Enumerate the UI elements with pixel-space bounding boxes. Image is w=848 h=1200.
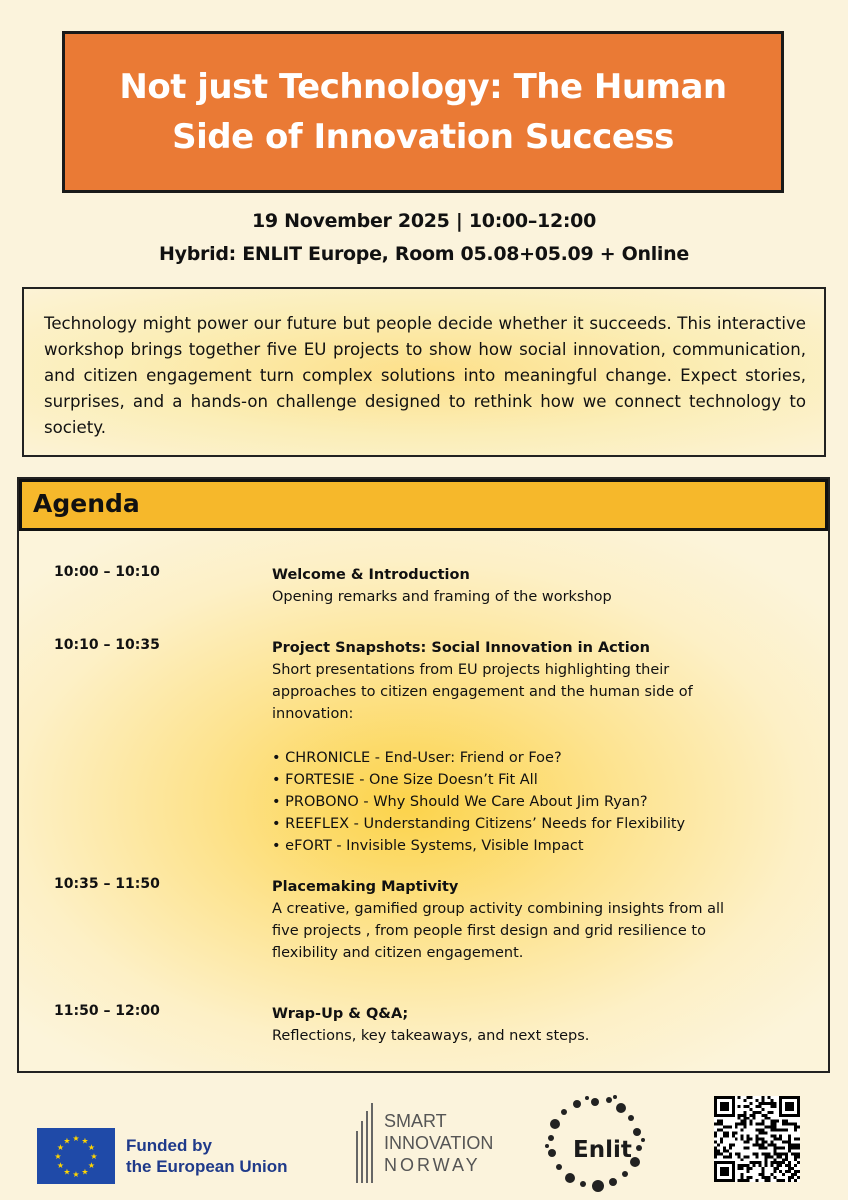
svg-text:★: ★ <box>90 1152 98 1161</box>
enlit-wordmark: Enlit <box>573 1137 632 1163</box>
sin-logo-text: SMART INNOVATION NORWAY <box>384 1111 494 1175</box>
svg-text:★: ★ <box>87 1143 96 1152</box>
eu-flag-icon <box>37 1128 115 1184</box>
svg-text:★: ★ <box>81 1167 89 1177</box>
smart-innovation-norway-logo <box>354 1103 493 1183</box>
qr-code-icon[interactable] <box>714 1096 800 1182</box>
svg-text:★: ★ <box>87 1161 96 1170</box>
svg-text:★: ★ <box>63 1167 71 1177</box>
project-list <box>272 747 812 857</box>
agenda-item-line: approaches to citizen engagement and the human side of <box>272 684 693 700</box>
description-text: Technology might power our future but people decide whether it succeeds. This interactive workshop brings together five EU projects to show how social innovation, communication, and citizen engagement turn complex solutions into meaningful change. Expect stories, surprises, and a hands-on challenge designed to rethink how we connect technology to society. <box>44 314 806 437</box>
agenda-item-line: A creative, gamified group activity combining insights from all <box>272 901 725 917</box>
sin-bars-icon <box>354 1103 378 1183</box>
project-bullet: • REEFLEX - Understanding Citizens’ Needs for Flexibility <box>272 816 686 832</box>
eu-funding-text: Funded by the European Union <box>126 1136 288 1176</box>
agenda-item-title: Project Snapshots: Social Innovation in Action <box>272 640 650 656</box>
agenda-item-title: Wrap-Up & Q&A; <box>272 1006 409 1022</box>
agenda-box <box>17 477 830 1073</box>
eu-funding-logo <box>37 1128 288 1184</box>
agenda-item-line: five projects , from people first design and grid resilience to <box>272 923 706 939</box>
svg-text:★: ★ <box>72 1134 80 1143</box>
title-banner <box>62 31 784 193</box>
agenda-header <box>19 479 828 531</box>
event-date-time: 19 November 2025 | 10:00–12:00 <box>251 210 597 232</box>
svg-text:★: ★ <box>81 1136 89 1146</box>
event-venue: Hybrid: ENLIT Europe, Room 05.08+05.09 + Online <box>159 243 689 265</box>
project-bullet: • PROBONO - Why Should We Care About Jim Ryan? <box>272 794 648 810</box>
svg-text:★: ★ <box>72 1170 80 1179</box>
svg-text:★: ★ <box>56 1143 65 1152</box>
svg-text:★: ★ <box>54 1152 62 1161</box>
agenda-item-line: Short presentations from EU projects highlighting their <box>272 662 670 678</box>
agenda-heading: Agenda <box>33 489 140 518</box>
agenda-item-title: Placemaking Maptivity <box>272 879 459 895</box>
description-box <box>22 287 826 457</box>
svg-text:★: ★ <box>63 1136 71 1146</box>
agenda-item-line: innovation: <box>272 706 354 722</box>
agenda-time: 10:10 – 10:35 <box>54 637 160 653</box>
agenda-item-line: flexibility and citizen engagement. <box>272 945 524 961</box>
agenda-time: 10:00 – 10:10 <box>54 564 160 580</box>
agenda-item-line: Reflections, key takeaways, and next steps. <box>272 1028 590 1044</box>
project-bullet: • CHRONICLE - End-User: Friend or Foe? <box>272 750 562 766</box>
project-bullet: • FORTESIE - One Size Doesn’t Fit All <box>272 772 538 788</box>
agenda-item-title: Welcome & Introduction <box>272 567 470 583</box>
enlit-logo <box>543 1094 648 1194</box>
project-bullet: • eFORT - Invisible Systems, Visible Impact <box>272 838 584 854</box>
svg-text:★: ★ <box>56 1161 65 1170</box>
agenda-time: 11:50 – 12:00 <box>54 1003 160 1019</box>
page-title: Not just Technology: The Human Side of Innovation Success <box>119 67 727 157</box>
agenda-item-line: Opening remarks and framing of the workshop <box>272 589 612 605</box>
agenda-time: 10:35 – 11:50 <box>54 876 160 892</box>
